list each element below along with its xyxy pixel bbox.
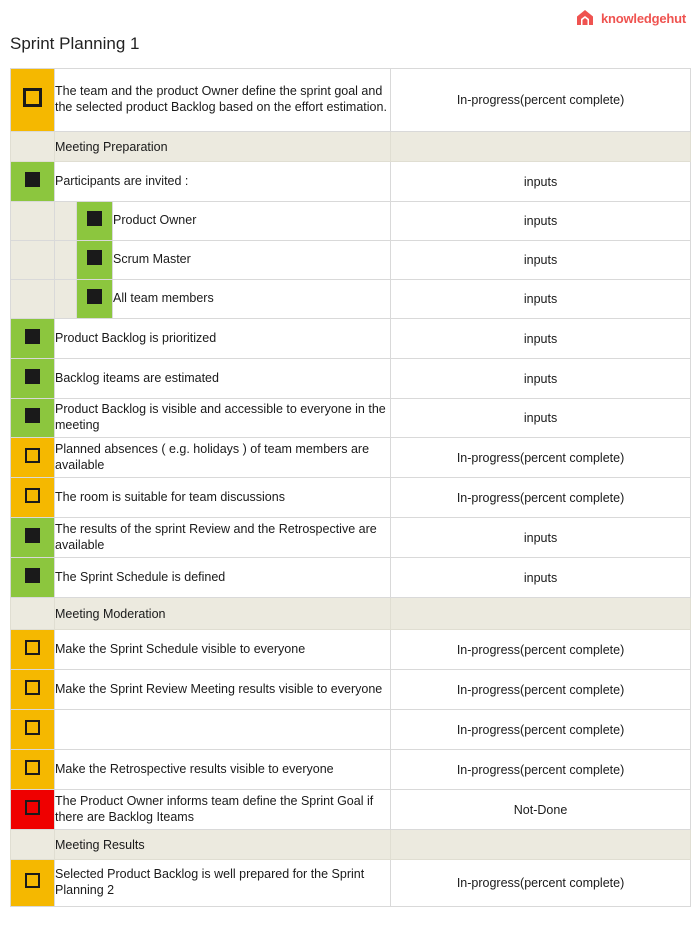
row-status: inputs (391, 319, 691, 359)
checkbox-outline-icon[interactable] (25, 760, 40, 775)
section-swatch (11, 132, 55, 162)
row-status: inputs (391, 280, 691, 319)
section-row (11, 830, 691, 860)
checkbox-filled-icon[interactable] (25, 408, 40, 423)
row-label (55, 710, 391, 750)
row-swatch (11, 69, 55, 132)
section-status (391, 830, 691, 860)
table-row[interactable] (11, 790, 691, 830)
row-status: In-progress(percent complete) (391, 630, 691, 670)
row-status: In-progress(percent complete) (391, 670, 691, 710)
row-status: Not-Done (391, 790, 691, 830)
row-swatch (11, 438, 55, 478)
row-status: In-progress(percent complete) (391, 69, 691, 132)
sprint-planning-checklist (10, 68, 691, 907)
row-swatch (11, 558, 55, 598)
checkbox-outline-icon[interactable] (25, 640, 40, 655)
row-swatch (11, 670, 55, 710)
table-row[interactable] (11, 359, 691, 399)
row-status: inputs (391, 359, 691, 399)
table-row[interactable] (11, 162, 691, 202)
row-swatch (77, 241, 113, 280)
section-row (11, 132, 691, 162)
table-row[interactable] (11, 241, 691, 280)
row-swatch (11, 790, 55, 830)
row-gutter (11, 202, 55, 241)
row-label: All team members (113, 280, 391, 319)
row-status: inputs (391, 558, 691, 598)
table-row[interactable] (11, 518, 691, 558)
row-status: In-progress(percent complete) (391, 710, 691, 750)
row-label: Backlog iteams are estimated (55, 359, 391, 399)
checkbox-filled-icon[interactable] (87, 289, 102, 304)
row-swatch (11, 518, 55, 558)
row-label: The Sprint Schedule is defined (55, 558, 391, 598)
section-swatch (11, 598, 55, 630)
section-status (391, 598, 691, 630)
row-label: Make the Sprint Schedule visible to everyone (55, 630, 391, 670)
row-status: inputs (391, 202, 691, 241)
checkbox-outline-icon[interactable] (25, 488, 40, 503)
table-row[interactable] (11, 710, 691, 750)
row-status: inputs (391, 241, 691, 280)
row-swatch (11, 162, 55, 202)
row-swatch (11, 399, 55, 438)
table-row[interactable] (11, 280, 691, 319)
row-swatch (11, 750, 55, 790)
row-label: Product Owner (113, 202, 391, 241)
row-swatch (11, 860, 55, 907)
table-row[interactable] (11, 319, 691, 359)
table-row[interactable] (11, 69, 691, 132)
row-swatch (11, 710, 55, 750)
row-swatch (11, 478, 55, 518)
knowledgehut-logo-icon (575, 8, 595, 28)
table-row[interactable] (11, 558, 691, 598)
row-indent (55, 241, 77, 280)
table-row[interactable] (11, 399, 691, 438)
table-row[interactable] (11, 202, 691, 241)
checkbox-outline-icon[interactable] (25, 873, 40, 888)
row-label: The Product Owner informs team define the Sprint Goal if there are Backlog Iteams (55, 790, 391, 830)
row-status: inputs (391, 518, 691, 558)
row-indent (55, 280, 77, 319)
table-row[interactable] (11, 478, 691, 518)
row-label: Product Backlog is visible and accessible to everyone in the meeting (55, 399, 391, 438)
checkbox-filled-icon[interactable] (87, 250, 102, 265)
checkbox-filled-icon[interactable] (25, 568, 40, 583)
checkbox-filled-icon[interactable] (87, 211, 102, 226)
section-label: Meeting Preparation (55, 132, 391, 162)
checkbox-filled-icon[interactable] (25, 528, 40, 543)
row-label: Planned absences ( e.g. holidays ) of team members are available (55, 438, 391, 478)
row-indent (55, 202, 77, 241)
checkbox-outline-icon[interactable] (25, 680, 40, 695)
row-label: Scrum Master (113, 241, 391, 280)
row-label: Selected Product Backlog is well prepared for the Sprint Planning 2 (55, 860, 391, 907)
section-row (11, 598, 691, 630)
table-row[interactable] (11, 860, 691, 907)
row-swatch (11, 359, 55, 399)
brand-name: knowledgehut (601, 10, 686, 26)
row-status: In-progress(percent complete) (391, 750, 691, 790)
table-row[interactable] (11, 670, 691, 710)
row-label: Make the Sprint Review Meeting results visible to everyone (55, 670, 391, 710)
checkbox-outline-icon[interactable] (25, 448, 40, 463)
brand-logo (575, 8, 686, 28)
row-status: inputs (391, 399, 691, 438)
row-label: The team and the product Owner define the sprint goal and the selected product Backlog based on the effort estimation. (55, 69, 391, 132)
row-label: The results of the sprint Review and the Retrospective are available (55, 518, 391, 558)
row-gutter (11, 241, 55, 280)
section-label: Meeting Moderation (55, 598, 391, 630)
row-status: In-progress(percent complete) (391, 478, 691, 518)
table-row[interactable] (11, 438, 691, 478)
checkbox-filled-icon[interactable] (25, 369, 40, 384)
section-label: Meeting Results (55, 830, 391, 860)
row-swatch (77, 280, 113, 319)
checkbox-filled-icon[interactable] (25, 329, 40, 344)
row-label: The room is suitable for team discussions (55, 478, 391, 518)
row-gutter (11, 280, 55, 319)
checkbox-outline-icon[interactable] (23, 88, 42, 107)
table-row[interactable] (11, 750, 691, 790)
row-label: Product Backlog is prioritized (55, 319, 391, 359)
checkbox-outline-icon[interactable] (25, 800, 40, 815)
table-row[interactable] (11, 630, 691, 670)
row-swatch (11, 319, 55, 359)
row-swatch (11, 630, 55, 670)
section-status (391, 132, 691, 162)
section-swatch (11, 830, 55, 860)
row-status: inputs (391, 162, 691, 202)
row-label: Make the Retrospective results visible to everyone (55, 750, 391, 790)
checkbox-filled-icon[interactable] (25, 172, 40, 187)
row-label: Participants are invited : (55, 162, 391, 202)
row-swatch (77, 202, 113, 241)
row-status: In-progress(percent complete) (391, 860, 691, 907)
page-title: Sprint Planning 1 (10, 34, 140, 53)
row-status: In-progress(percent complete) (391, 438, 691, 478)
checkbox-outline-icon[interactable] (25, 720, 40, 735)
